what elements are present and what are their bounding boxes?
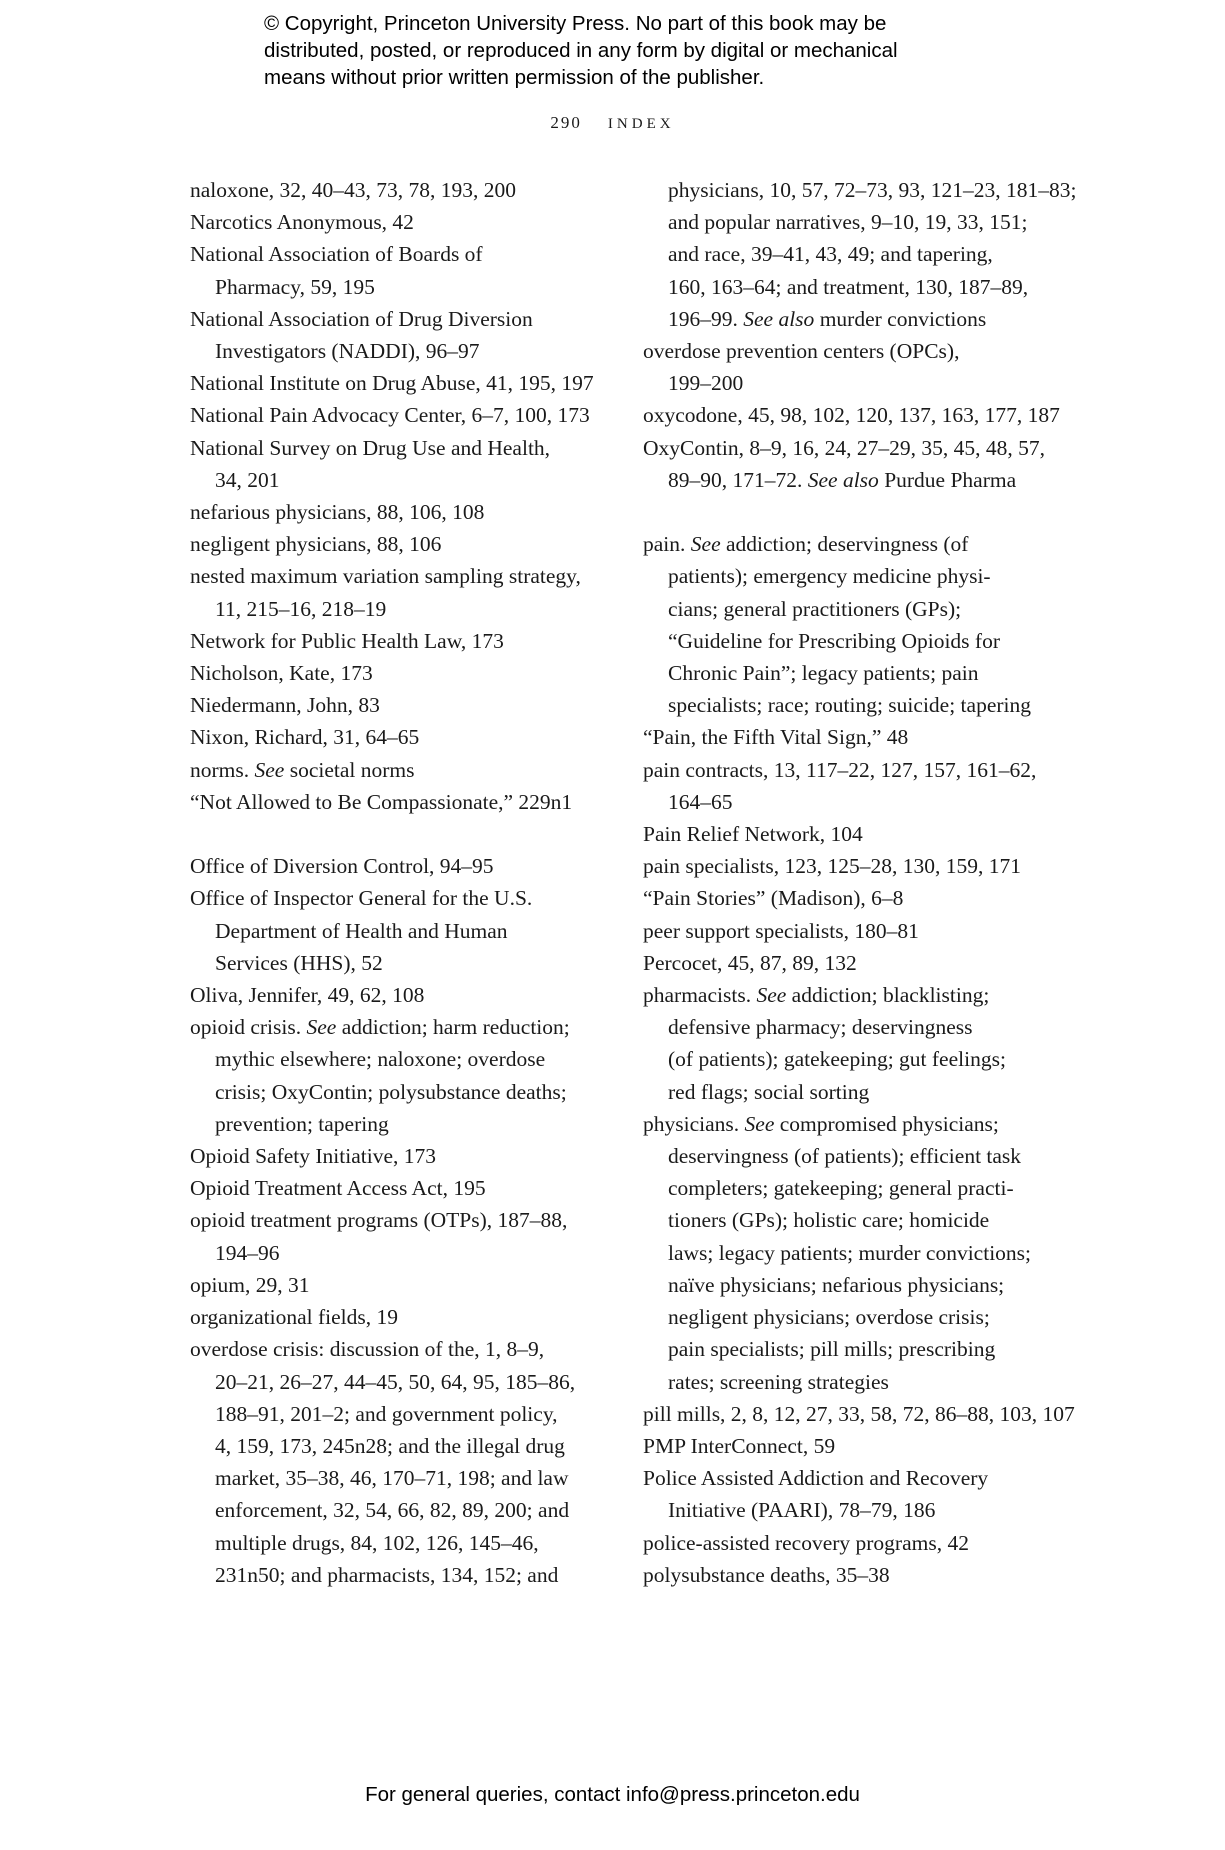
index-entry-line: rates; screening strategies bbox=[668, 1369, 889, 1394]
index-entry bbox=[190, 882, 594, 979]
index-entry-line: physicians, 10, 57, 72–73, 93, 121–23, 181–83; bbox=[668, 178, 1077, 202]
index-entry-line: Nicholson, Kate, 173 bbox=[190, 661, 373, 686]
index-entry bbox=[190, 1301, 594, 1333]
index-entry-line: prevention; tapering bbox=[215, 1111, 389, 1136]
letter-gap bbox=[190, 818, 594, 850]
index-entry-line: 160, 163–64; and treatment, 130, 187–89, bbox=[668, 274, 1029, 299]
index-entry-line: Opioid Safety Initiative, 173 bbox=[190, 1144, 437, 1169]
index-entry bbox=[190, 432, 594, 496]
index-entry-line: Pain Relief Network, 104 bbox=[643, 822, 863, 847]
index-entry-line: 34, 201 bbox=[215, 467, 280, 492]
index-entry-line: negligent physicians; overdose crisis; bbox=[668, 1305, 990, 1330]
index-entry bbox=[643, 1430, 1077, 1462]
copyright-line: © Copyright, Princeton University Press. No part of this book may be bbox=[264, 12, 887, 35]
index-entry-line: Nixon, Richard, 31, 64–65 bbox=[190, 725, 420, 750]
index-entry bbox=[190, 1333, 594, 1591]
index-entry bbox=[643, 1108, 1077, 1398]
index-column-right bbox=[643, 174, 1077, 1591]
index-entry bbox=[643, 850, 1077, 882]
index-entry bbox=[643, 1398, 1077, 1430]
index-entry-line: National Institute on Drug Abuse, 41, 195, 197 bbox=[190, 371, 594, 396]
index-entry-line: Initiative (PAARI), 78–79, 186 bbox=[668, 1498, 936, 1523]
index-entry-line: 188–91, 201–2; and government policy, bbox=[215, 1401, 558, 1426]
index-entry bbox=[190, 1172, 594, 1204]
index-entry-line: overdose crisis: discussion of the, 1, 8–9, bbox=[190, 1337, 545, 1362]
index-entry bbox=[643, 1462, 1077, 1526]
index-entry-line: Network for Public Health Law, 173 bbox=[190, 628, 504, 653]
section-title: INDEX bbox=[607, 116, 675, 132]
index-entry-line: negligent physicians, 88, 106 bbox=[190, 532, 442, 557]
index-entry-line: pain specialists, 123, 125–28, 130, 159, 171 bbox=[643, 854, 1022, 879]
index-entry-line: 231n50; and pharmacists, 134, 152; and bbox=[215, 1562, 559, 1587]
see-reference: See bbox=[254, 757, 285, 782]
index-entry bbox=[190, 657, 594, 689]
index-entry-line: deservingness (of patients); efficient task bbox=[668, 1144, 1022, 1169]
see-reference: See bbox=[744, 1111, 775, 1136]
see-reference: See bbox=[756, 983, 787, 1008]
running-head bbox=[0, 113, 1225, 133]
index-entry-line: 20–21, 26–27, 44–45, 50, 64, 95, 185–86, bbox=[215, 1369, 576, 1394]
see-reference: See bbox=[306, 1015, 337, 1040]
see-reference: See also bbox=[807, 467, 879, 492]
index-entry-line: red flags; social sorting bbox=[668, 1079, 870, 1104]
index-entry-line: Opioid Treatment Access Act, 195 bbox=[190, 1176, 486, 1201]
index-entry bbox=[643, 818, 1077, 850]
index-entry bbox=[190, 238, 594, 302]
index-entry-line: Department of Health and Human bbox=[215, 918, 508, 943]
index-entry-line: enforcement, 32, 54, 66, 82, 89, 200; and bbox=[215, 1498, 570, 1523]
index-entry-line: 164–65 bbox=[668, 789, 733, 814]
index-entry-line: peer support specialists, 180–81 bbox=[643, 918, 919, 943]
index-entry-line: Investigators (NADDI), 96–97 bbox=[215, 339, 480, 364]
index-entry-line: nefarious physicians, 88, 106, 108 bbox=[190, 500, 485, 525]
index-entry bbox=[190, 721, 594, 753]
index-entry bbox=[643, 721, 1077, 753]
index-entry-line: pain contracts, 13, 117–22, 127, 157, 161–62, bbox=[643, 757, 1037, 782]
index-entry-line: 196–99. See also murder convictions bbox=[668, 306, 987, 331]
index-entry-line: naloxone, 32, 40–43, 73, 78, 193, 200 bbox=[190, 178, 517, 202]
index-entry bbox=[190, 303, 594, 367]
index-entry-line: cians; general practitioners (GPs); bbox=[668, 596, 962, 621]
index-entry bbox=[190, 754, 594, 786]
index-entry bbox=[643, 1559, 1077, 1591]
index-entry-line: Percocet, 45, 87, 89, 132 bbox=[643, 950, 857, 975]
index-entry-line: National Association of Boards of bbox=[190, 242, 483, 267]
index-entry bbox=[190, 1140, 594, 1172]
index-entry-line: and race, 39–41, 43, 49; and tapering, bbox=[668, 242, 993, 267]
index-entry bbox=[190, 850, 594, 882]
index-entry-line: pain specialists; pill mills; prescribing bbox=[668, 1337, 996, 1362]
index-entry bbox=[643, 399, 1077, 431]
index-entry bbox=[643, 947, 1077, 979]
index-entry-line: 89–90, 171–72. See also Purdue Pharma bbox=[668, 467, 1017, 492]
index-entry bbox=[190, 528, 594, 560]
index-entry-line: defensive pharmacy; deservingness bbox=[668, 1015, 973, 1040]
index-entry-line: opium, 29, 31 bbox=[190, 1272, 310, 1297]
index-entry bbox=[190, 689, 594, 721]
index-entry bbox=[190, 1269, 594, 1301]
index-entry-line: opioid crisis. See addiction; harm reduction; bbox=[190, 1015, 570, 1040]
copyright-line: distributed, posted, or reproduced in any form by digital or mechanical bbox=[264, 39, 898, 62]
index-entry-line: National Association of Drug Diversion bbox=[190, 306, 533, 331]
index-entry-line: mythic elsewhere; naloxone; overdose bbox=[215, 1047, 546, 1072]
index-entry-line: laws; legacy patients; murder convictions; bbox=[668, 1240, 1032, 1265]
index-entry-line: Pharmacy, 59, 195 bbox=[215, 274, 375, 299]
index-entry-line: “Pain, the Fifth Vital Sign,” 48 bbox=[643, 725, 909, 750]
index-entry-line: pain. See addiction; deservingness (of bbox=[643, 532, 969, 557]
index-entry-line: National Survey on Drug Use and Health, bbox=[190, 435, 551, 460]
index-entry bbox=[643, 915, 1077, 947]
index-entry-line: crisis; OxyContin; polysubstance deaths; bbox=[215, 1079, 567, 1104]
index-entry bbox=[190, 1011, 594, 1140]
index-entry-line: Oliva, Jennifer, 49, 62, 108 bbox=[190, 983, 425, 1008]
see-reference: See also bbox=[743, 306, 815, 331]
index-entry-line: Narcotics Anonymous, 42 bbox=[190, 210, 414, 235]
index-entry-line: 11, 215–16, 218–19 bbox=[215, 596, 387, 621]
index-entry-line: organizational fields, 19 bbox=[190, 1305, 398, 1330]
index-entry-line: National Pain Advocacy Center, 6–7, 100, 173 bbox=[190, 403, 590, 428]
index-entry-line: overdose prevention centers (OPCs), bbox=[643, 339, 960, 364]
index-entry-line: physicians. See compromised physicians; bbox=[643, 1111, 999, 1136]
index-entry bbox=[190, 1204, 594, 1268]
index-entry-line: norms. See societal norms bbox=[190, 757, 415, 782]
index-entry bbox=[643, 979, 1077, 1108]
index-entry-line: market, 35–38, 46, 170–71, 198; and law bbox=[215, 1466, 569, 1491]
index-entry bbox=[190, 625, 594, 657]
index-entry bbox=[643, 1527, 1077, 1559]
index-entry-line: police-assisted recovery programs, 42 bbox=[643, 1530, 969, 1555]
copyright-notice bbox=[264, 10, 898, 91]
index-entry-line: Office of Inspector General for the U.S. bbox=[190, 886, 533, 911]
index-entry-line: Services (HHS), 52 bbox=[215, 950, 383, 975]
see-reference: See bbox=[690, 532, 721, 557]
index-entry-line: nested maximum variation sampling strategy, bbox=[190, 564, 581, 589]
index-entry bbox=[190, 786, 594, 818]
index-entry-line: specialists; race; routing; suicide; tapering bbox=[668, 693, 1032, 718]
copyright-line: means without prior written permission of the publisher. bbox=[264, 66, 765, 89]
index-entry-line: polysubstance deaths, 35–38 bbox=[643, 1562, 890, 1587]
index-entry-line: Chronic Pain”; legacy patients; pain bbox=[668, 661, 979, 686]
index-entry bbox=[643, 174, 1077, 335]
index-entry bbox=[190, 496, 594, 528]
index-entry bbox=[190, 399, 594, 431]
index-entry-line: Police Assisted Addiction and Recovery bbox=[643, 1466, 989, 1491]
index-entry bbox=[643, 335, 1077, 399]
index-entry-line: pill mills, 2, 8, 12, 27, 33, 58, 72, 86–88, 103, 107 bbox=[643, 1401, 1075, 1426]
index-entry-line: OxyContin, 8–9, 16, 24, 27–29, 35, 45, 48, 57, bbox=[643, 435, 1045, 460]
index-entry-line: completers; gatekeeping; general practi- bbox=[668, 1176, 1014, 1201]
index-entry-line: Niedermann, John, 83 bbox=[190, 693, 380, 718]
index-entry bbox=[643, 528, 1077, 721]
index-entry-line: “Pain Stories” (Madison), 6–8 bbox=[643, 886, 904, 911]
index-entry-line: and popular narratives, 9–10, 19, 33, 151; bbox=[668, 210, 1028, 235]
index-entry-line: “Guideline for Prescribing Opioids for bbox=[668, 628, 1000, 653]
index-entry-line: pharmacists. See addiction; blacklisting; bbox=[643, 983, 990, 1008]
index-column-left bbox=[190, 174, 594, 1591]
index-entry-line: (of patients); gatekeeping; gut feelings; bbox=[668, 1047, 1006, 1072]
index-entry-line: 4, 159, 173, 245n28; and the illegal drug bbox=[215, 1433, 565, 1458]
index-entry bbox=[190, 560, 594, 624]
index-entry-line: oxycodone, 45, 98, 102, 120, 137, 163, 177, 187 bbox=[643, 403, 1060, 428]
index-entry-line: 199–200 bbox=[668, 371, 744, 396]
index-entry-line: tioners (GPs); holistic care; homicide bbox=[668, 1208, 990, 1233]
index-entry bbox=[190, 206, 594, 238]
index-entry-line: PMP InterConnect, 59 bbox=[643, 1433, 836, 1458]
index-entry-line: “Not Allowed to Be Compassionate,” 229n1 bbox=[190, 789, 573, 814]
index-entry-line: naïve physicians; nefarious physicians; bbox=[668, 1272, 1005, 1297]
index-entry-line: 194–96 bbox=[215, 1240, 280, 1265]
index-entry bbox=[190, 174, 594, 206]
index-entry bbox=[643, 432, 1077, 496]
index-entry bbox=[643, 754, 1077, 818]
index-entry-line: opioid treatment programs (OTPs), 187–88, bbox=[190, 1208, 568, 1233]
page-number: 290 bbox=[550, 113, 582, 132]
index-entry-line: multiple drugs, 84, 102, 126, 145–46, bbox=[215, 1530, 539, 1555]
index-entry-line: Office of Diversion Control, 94–95 bbox=[190, 854, 494, 879]
index-entry-line: patients); emergency medicine physi- bbox=[668, 564, 991, 589]
index-entry bbox=[190, 367, 594, 399]
letter-gap bbox=[643, 496, 1077, 528]
index-entry bbox=[190, 979, 594, 1011]
footer-contact: For general queries, contact info@press.princeton.edu bbox=[365, 1783, 860, 1806]
index-entry bbox=[643, 882, 1077, 914]
